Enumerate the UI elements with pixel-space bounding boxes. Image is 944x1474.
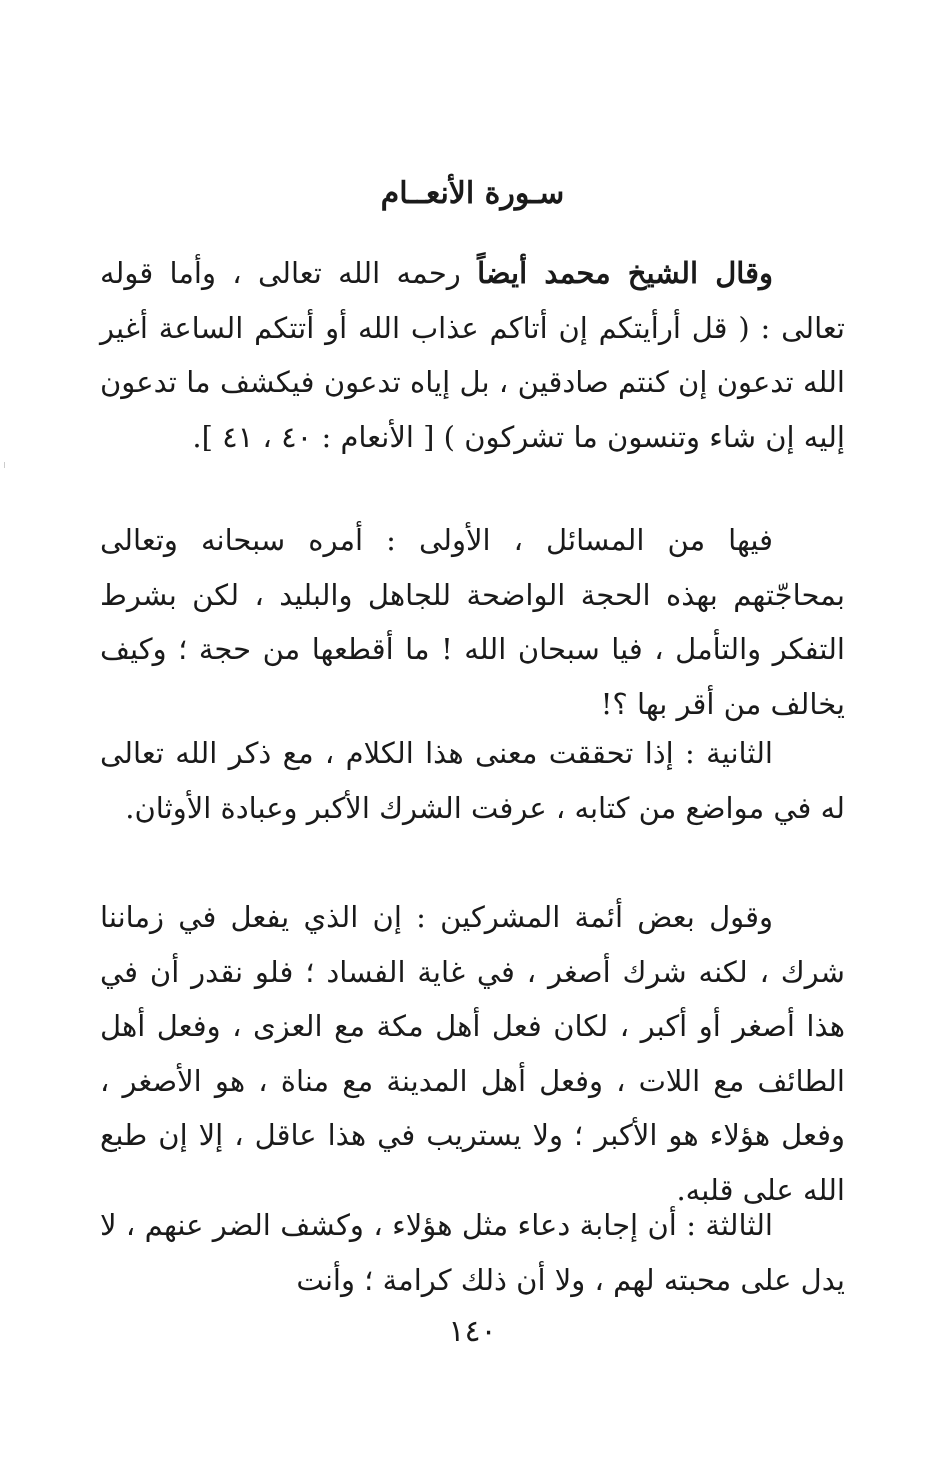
paragraph-1-text: رحمه الله تعالى ، وأما قوله تعالى : ( قل أرأيتكم إن أتاكم عذاب الله أو أتتكم الساعة أغير الله تدعون إن كنتم صادقين ، بل إياه تدعون فيكشف ما تدعون إليه إن شاء وتنسون ما تشركون ) [ الأنعام : ٤٠ ، ٤١ ]. [100, 256, 845, 454]
paragraph-4 [100, 890, 845, 1217]
paragraph-2 [100, 513, 845, 731]
paragraph-3 [100, 726, 845, 835]
book-page [100, 0, 845, 1474]
paragraph-2-text: فيها من المسائل ، الأولى : أمره سبحانه وتعالى بمحاجّتهم بهذه الحجة الواضحة للجاهل والبليد ، لكن بشرط التفكر والتأمل ، فيا سبحان الله ! ما أقطعها من حجة ؛ وكيف يخالف من أقر بها ؟! [100, 523, 845, 721]
paragraph-3-text: الثانية : إذا تحققت معنى هذا الكلام ، مع ذكر الله تعالى له في مواضع من كتابه ، عرفت الشرك الأكبر وعبادة الأوثان. [100, 736, 845, 825]
paragraph-5 [100, 1198, 845, 1307]
scan-margin-mark [4, 462, 5, 468]
surah-heading: سـورة الأنعــام [380, 176, 565, 211]
paragraph-4-text: وقول بعض أئمة المشركين : إن الذي يفعل في زماننا شرك ، لكنه شرك أصغر ، في غاية الفساد ؛ فلو نقدر أن في هذا أصغر أو أكبر ، لكان فعل أهل مكة مع العزى ، وفعل أهل الطائف مع اللات ، وفعل أهل المدينة مع مناة ، هو الأصغر ، وفعل هؤلاء هو الأكبر ؛ ولا يستريب في هذا عاقل ، إلا إن طبع الله على قلبه. [100, 900, 845, 1207]
page-number: ١٤٠ [448, 1314, 497, 1349]
paragraph-1 [100, 246, 845, 464]
paragraph-5-text: الثالثة : أن إجابة دعاء مثل هؤلاء ، وكشف الضر عنهم ، لا يدل على محبته لهم ، ولا أن ذلك كرامة ؛ وأنت [100, 1208, 845, 1297]
paragraph-1-bold-lead: وقال الشيخ محمد أيضاً [477, 256, 773, 290]
